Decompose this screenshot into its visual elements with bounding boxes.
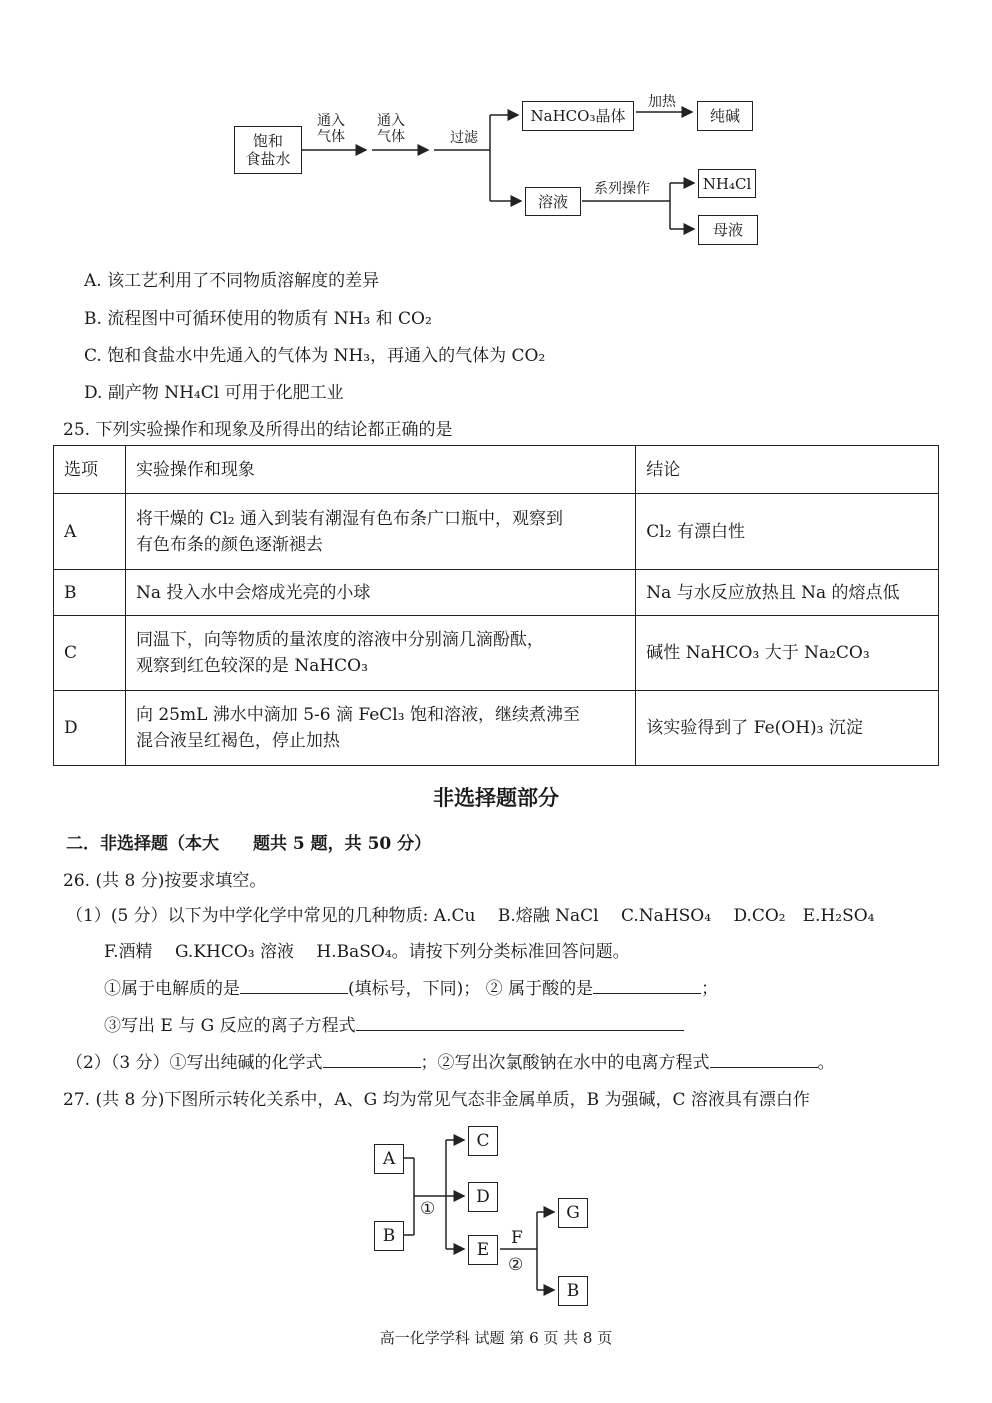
node-c: C (468, 1126, 498, 1156)
node-a: A (374, 1144, 404, 1174)
nh4cl-box: NH₄Cl (698, 169, 756, 198)
table-row (54, 570, 939, 616)
mother-liquor-box: 母液 (698, 215, 758, 245)
q25-table (53, 445, 939, 766)
row-option: B (54, 570, 126, 616)
header-operation: 实验操作和现象 (125, 446, 635, 494)
row-operation: 同温下，向等物质的量浓度的溶液中分别滴几滴酚酞， 观察到红色较深的是 NaHCO₃ (125, 616, 635, 691)
q26-part1-line2: F.酒精 G.KHCO₃ 溶液 H.BaSO₄。请按下列分类标准回答问题。 (104, 942, 630, 962)
table-row (54, 691, 939, 766)
page-footer: 高一化学学科 试题 第 6 页 共 8 页 (379, 1329, 613, 1347)
heat-label: 加热 (648, 94, 676, 110)
answer-blank-electrolyte[interactable] (240, 977, 348, 994)
series-operation-label: 系列操作 (594, 181, 650, 197)
q24-option-d: D. 副产物 NH₄Cl 可用于化肥工业 (84, 383, 344, 403)
q24-option-c: C. 饱和食盐水中先通入的气体为 NH₃，再通入的气体为 CO₂ (84, 346, 546, 366)
row-conclusion: 该实验得到了 Fe(OH)₃ 沉淀 (636, 691, 939, 766)
q26-part1-line1: （1）(5 分）以下为中学化学中常见的几种物质: A.Cu B.熔融 NaCl C.NaHSO₄ D.CO₂ E.H₂SO₄ (66, 906, 875, 926)
table-header-row (54, 446, 939, 494)
row-conclusion: Na 与水反应放热且 Na 的熔点低 (636, 570, 939, 616)
step2-label: 通入 气体 (377, 113, 405, 145)
soda-ash-box: 纯碱 (697, 101, 753, 131)
node-b-output: B (558, 1276, 588, 1306)
part2-heading: 二．非选择题（本大 题共 5 题，共 50 分） (66, 834, 432, 854)
reaction-1-label: ① (420, 1199, 436, 1219)
saturated-brine-box: 饱和 食盐水 (234, 126, 302, 174)
flowchart-arrows (0, 0, 992, 260)
row-operation: 将干燥的 Cl₂ 通入到装有潮湿有色布条广口瓶中，观察到 有色布条的颜色逐渐褪去 (125, 494, 635, 570)
part2-title: 非选择题部分 (433, 786, 559, 810)
node-d: D (468, 1182, 498, 1212)
q26-part2-line: （2）（3 分）①写出纯碱的化学式 ；②写出次氯酸钠在水中的电离方程式 。 (66, 1053, 835, 1073)
node-b-input: B (374, 1221, 404, 1251)
row-option: D (54, 691, 126, 766)
reaction-2-label: ② (508, 1255, 524, 1275)
q25-stem: 25. 下列实验操作和现象及所得出的结论都正确的是 (63, 420, 453, 440)
answer-blank-ionization-equation[interactable] (710, 1051, 818, 1068)
step1-label: 通入 气体 (317, 113, 345, 145)
q24-option-b: B. 流程图中可循环使用的物质有 NH₃ 和 CO₂ (84, 309, 432, 329)
node-g: G (558, 1198, 588, 1228)
row-option: A (54, 494, 126, 570)
row-operation: Na 投入水中会熔成光亮的小球 (125, 570, 635, 616)
answer-blank-ionic-equation[interactable] (356, 1014, 684, 1031)
q26-sub12-line: ①属于电解质的是 (填标号，下同)； ② 属于酸的是 ； (104, 979, 719, 999)
reagent-f-label: F (511, 1228, 523, 1248)
q26-sub3-line: ③写出 E 与 G 反应的离子方程式 (104, 1011, 684, 1036)
row-conclusion: Cl₂ 有漂白性 (636, 494, 939, 570)
solution-box: 溶液 (525, 187, 581, 216)
answer-blank-acid[interactable] (593, 977, 701, 994)
header-option: 选项 (54, 446, 126, 494)
table-row (54, 494, 939, 570)
node-e: E (468, 1235, 498, 1265)
table-row (54, 616, 939, 691)
q27-stem: 27. (共 8 分)下图所示转化关系中，A、G 均为常见气态非金属单质，B 为强碱，C 溶液具有漂白作 (63, 1090, 810, 1110)
answer-blank-soda-formula[interactable] (323, 1051, 421, 1068)
row-conclusion: 碱性 NaHCO₃ 大于 Na₂CO₃ (636, 616, 939, 691)
nahco3-crystal-box: NaHCO₃晶体 (522, 101, 634, 131)
row-option: C (54, 616, 126, 691)
header-conclusion: 结论 (636, 446, 939, 494)
row-operation: 向 25mL 沸水中滴加 5-6 滴 FeCl₃ 饱和溶液，继续煮沸至 混合液呈红褐色，停止加热 (125, 691, 635, 766)
filter-label: 过滤 (450, 130, 478, 146)
q24-option-a: A. 该工艺利用了不同物质溶解度的差异 (84, 271, 380, 291)
q26-stem: 26. (共 8 分)按要求填空。 (63, 871, 267, 891)
